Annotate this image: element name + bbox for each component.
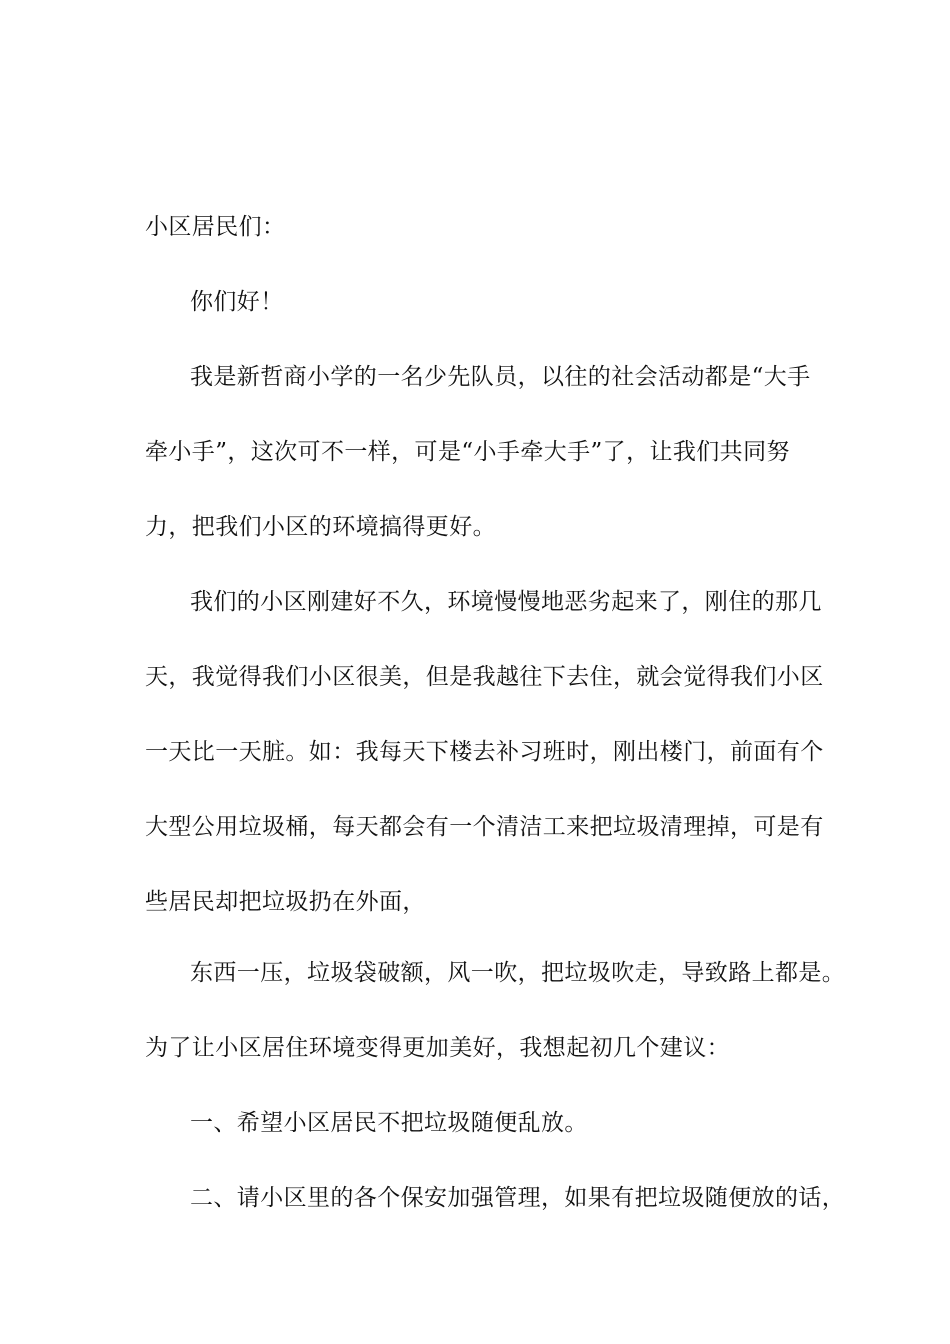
body-line: 东西一压，垃圾袋破额，风一吹，把垃圾吹走，导致路上都是。: [190, 960, 846, 986]
greeting-line: 小区居民们：: [145, 214, 286, 240]
suggestion-item: 二、请小区里的各个保安加强管理，如果有把垃圾随便放的话，: [190, 1185, 846, 1211]
body-line: 些居民却把垃圾扔在外面，: [145, 889, 426, 915]
body-line: 牵小手”，这次可不一样，可是“小手牵大手”了，让我们共同努: [145, 439, 790, 465]
body-line: 我是新哲商小学的一名少先队员，以往的社会活动都是“大手: [190, 364, 811, 390]
salutation-line: 你们好！: [190, 289, 284, 315]
body-line: 大型公用垃圾桶，每天都会有一个清洁工来把垃圾清理掉，可是有: [145, 814, 824, 840]
body-line: 一天比一天脏。如：我每天下楼去补习班时，刚出楼门，前面有个: [145, 739, 824, 765]
body-line: 为了让小区居住环境变得更加美好，我想起初几个建议：: [145, 1035, 730, 1061]
body-line: 天，我觉得我们小区很美，但是我越往下去住，就会觉得我们小区: [145, 664, 824, 690]
suggestion-item: 一、希望小区居民不把垃圾随便乱放。: [190, 1110, 588, 1136]
body-line: 我们的小区刚建好不久，环境慢慢地恶劣起来了，刚住的那几: [190, 589, 822, 615]
body-line: 力，把我们小区的环境搞得更好。: [145, 514, 496, 540]
